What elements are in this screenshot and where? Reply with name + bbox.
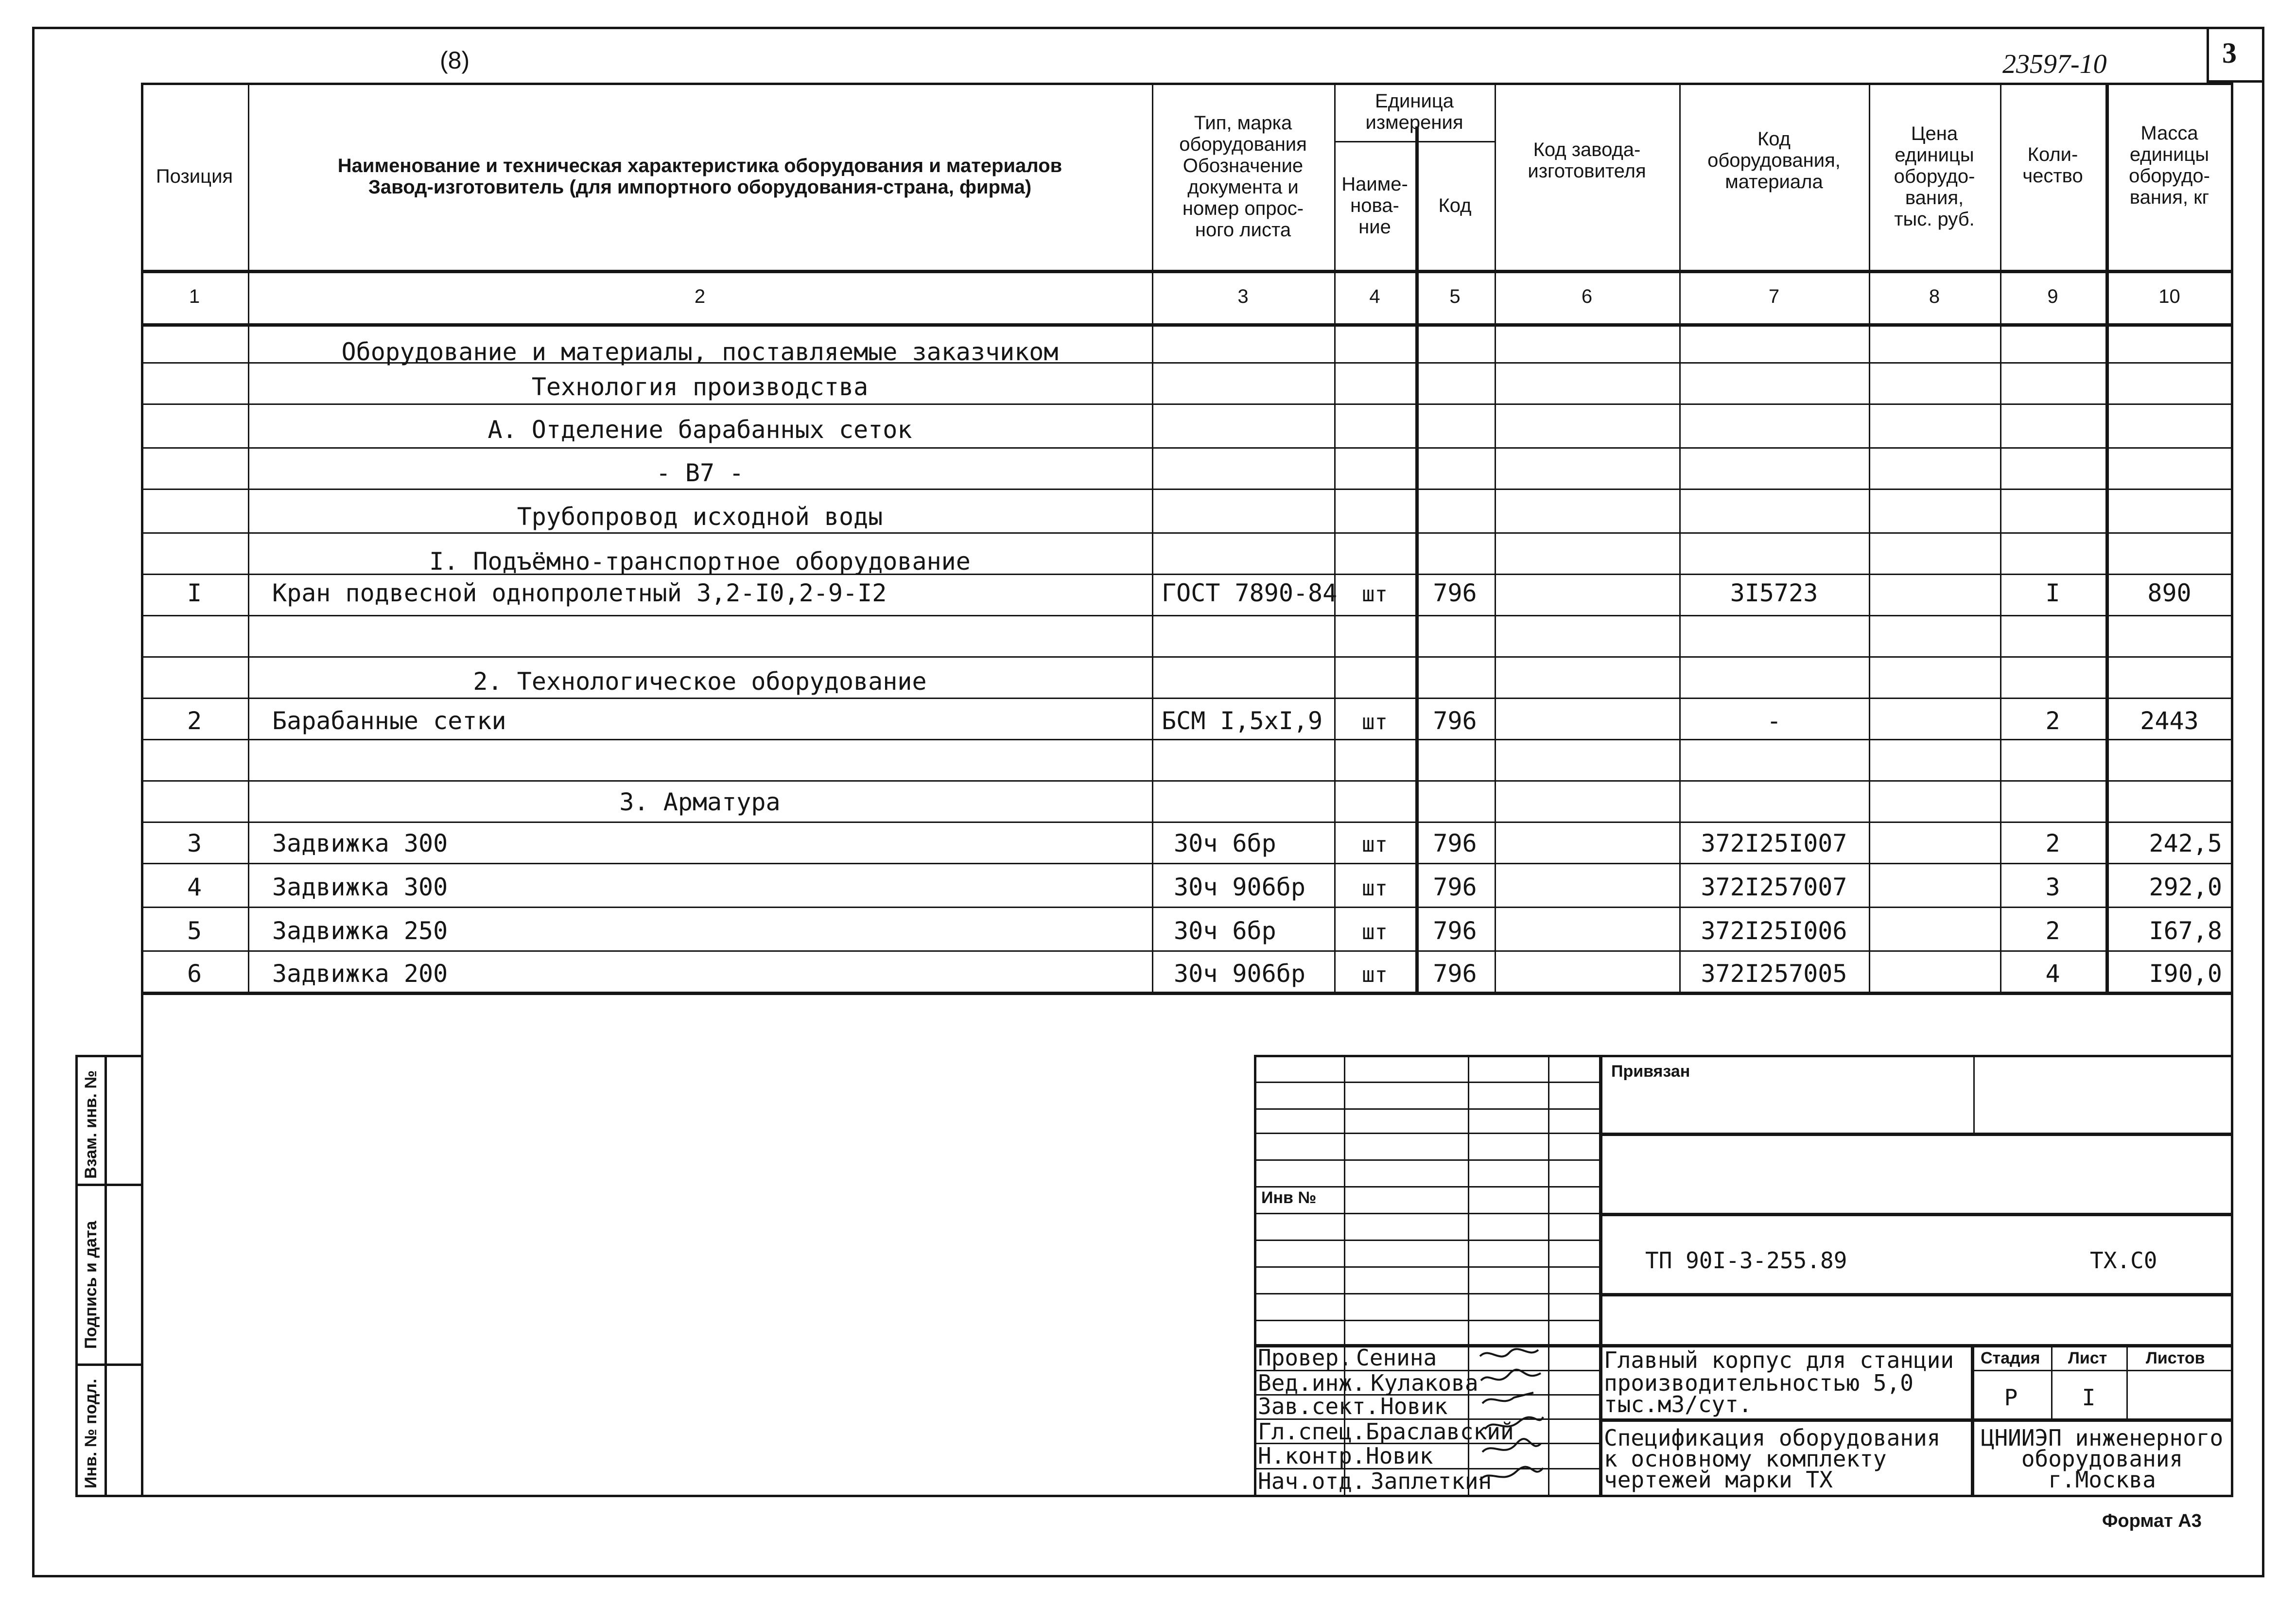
header-quantity: Коли- чество [2022, 144, 2083, 187]
stamp-row [1254, 1266, 1599, 1268]
row-quantity: 3 [2045, 873, 2060, 901]
row-equipment-code: 372I257007 [1701, 873, 1847, 901]
stamp-person: Кулакова [1371, 1370, 1478, 1396]
stamp-person: Сенина [1356, 1345, 1437, 1371]
row-mass: 890 [2147, 579, 2192, 607]
header-price: Цена единицы оборудо- вания, тыс. руб. [1894, 122, 1975, 230]
row-name: Барабанные сетки [272, 707, 506, 735]
row-unit-code: 796 [1433, 707, 1477, 735]
row-mass: 292,0 [2149, 873, 2222, 901]
column-number: 8 [1929, 286, 1940, 307]
row-unit: шт [1362, 876, 1388, 901]
stamp-role: Вед.инж. [1258, 1370, 1366, 1396]
stamp-title-line: тыс.м3/сут. [1604, 1391, 1752, 1417]
stamp-spec-line: Спецификация оборудования [1604, 1425, 1941, 1451]
column-number: 5 [1449, 286, 1461, 307]
stamp-row [1254, 1213, 1599, 1214]
stamp-person: Новик [1380, 1393, 1448, 1419]
stamp-stage-value: Р [2004, 1384, 2018, 1411]
row-type: 30ч 6бр [1174, 829, 1276, 857]
section-title: Технология производства [531, 373, 869, 401]
stamp-row [1254, 1240, 1599, 1241]
column-number: 7 [1768, 286, 1780, 307]
row-unit-code: 796 [1433, 960, 1477, 988]
stamp-stage-line [1971, 1370, 2233, 1371]
stamp-role: Н.контр. [1258, 1443, 1366, 1469]
row-unit: шт [1362, 920, 1388, 944]
row-line [141, 863, 2233, 864]
row-type: 30ч 6бр [1174, 917, 1276, 945]
row-line [141, 489, 2233, 490]
stamp-spec-line: чертежей марки ТХ [1604, 1467, 1833, 1493]
stamp-right-line [1599, 1293, 2233, 1296]
format-label: Формат А3 [2102, 1511, 2202, 1531]
stamp-stage-label: Стадия [1981, 1349, 2040, 1367]
stamp-right-line [1599, 1133, 2233, 1136]
side-label-podpis: Подпись и дата [82, 1221, 100, 1349]
row-line [141, 447, 2233, 449]
stamp-inv-no-label: Инв № [1261, 1189, 1317, 1207]
row-mass: I90,0 [2149, 960, 2222, 988]
header-bottom-line [141, 270, 2233, 273]
stamp-right-line [1599, 1213, 2233, 1216]
header-equipment-code: Код оборудования, материала [1707, 128, 1841, 192]
row-quantity: 2 [2045, 829, 2060, 857]
row-equipment-code: 372I25I007 [1701, 829, 1847, 857]
header-unit-code: Код [1438, 194, 1472, 216]
header-unit-name: Наиме- нова- ние [1341, 173, 1408, 238]
row-line [141, 950, 2233, 952]
stamp-spec-line: к основному комплекту [1604, 1446, 1887, 1472]
row-equipment-code: 3I5723 [1730, 579, 1818, 607]
section-title: Трубопровод исходной воды [517, 503, 883, 531]
section-title: А. Отделение барабанных сеток [487, 416, 912, 444]
section-title: 2. Технологическое оборудование [473, 667, 927, 696]
stamp-title-line: производительностью 5,0 [1604, 1370, 1913, 1396]
row-equipment-code: - [1766, 707, 1782, 735]
row-unit: шт [1362, 962, 1388, 987]
row-name: Задвижка 300 [272, 829, 448, 857]
row-mass: 2443 [2140, 707, 2199, 735]
stamp-org-line: г.Москва [2048, 1467, 2156, 1493]
row-line [141, 698, 2233, 699]
row-mass: 242,5 [2149, 829, 2222, 857]
page-number: 3 [2222, 37, 2237, 69]
header-factory-code: Код завода- изготовителя [1528, 139, 1646, 182]
stamp-role: Гл.спец. [1258, 1418, 1366, 1445]
row-position: 5 [187, 917, 202, 945]
stamp-row [1254, 1186, 1599, 1188]
stamp-row [1254, 1082, 1599, 1083]
row-type: 30ч 906бр [1174, 960, 1305, 988]
row-name: Задвижка 250 [272, 917, 448, 945]
column-number: 4 [1369, 286, 1380, 307]
stamp-row [1254, 1108, 1599, 1110]
column-number: 6 [1581, 286, 1593, 307]
stamp-privyazan-label: Привязан [1611, 1062, 1690, 1081]
section-title: Оборудование и материалы, поставляемые заказчиком [341, 338, 1059, 366]
stamp-role: Зав.сект. [1258, 1393, 1379, 1419]
top-marker: (8) [440, 47, 470, 74]
side-strip-divider [104, 1055, 107, 1497]
stamp-org-line: оборудования [2021, 1446, 2183, 1472]
row-name: Кран подвесной однопролетный 3,2-I0,2-9-I2 [272, 579, 887, 607]
stamp-doc-code: ТП 90I-3-255.89 [1645, 1247, 1847, 1274]
column-number: 9 [2047, 286, 2058, 307]
stamp-sheet-value: I [2082, 1384, 2096, 1411]
row-line [141, 739, 2233, 740]
column-number: 10 [2158, 286, 2180, 307]
stamp-row [1254, 1320, 1599, 1321]
row-name: Задвижка 300 [272, 873, 448, 901]
table-bottom-line [141, 992, 2233, 995]
column-number: 1 [189, 286, 200, 307]
row-unit-code: 796 [1433, 873, 1477, 901]
row-equipment-code: 372I257005 [1701, 960, 1847, 988]
row-position: 4 [187, 873, 202, 901]
row-line [141, 615, 2233, 616]
row-mass: I67,8 [2149, 917, 2222, 945]
row-type: БСМ I,5хI,9 [1162, 707, 1323, 735]
row-line [141, 907, 2233, 908]
section-title: 3. Арматура [619, 788, 781, 816]
section-title: I. Подъёмно-транспортное оборудование [429, 547, 971, 576]
stamp-person: Браславский [1366, 1418, 1514, 1445]
header-unit-group: Единица измерения [1365, 90, 1463, 133]
numbers-bottom-line [141, 323, 2233, 327]
row-line [141, 403, 2233, 405]
row-name: Задвижка 200 [272, 960, 448, 988]
side-label-vzam: Взам. инв. № [82, 1070, 100, 1179]
side-strip-line [75, 1363, 143, 1366]
header-position: Позиция [156, 165, 233, 187]
stamp-privyazan-divider [1973, 1055, 1975, 1133]
stamp-title-line: Главный корпус для станции [1604, 1347, 1954, 1373]
stamp-row [1254, 1293, 1599, 1294]
stamp-role: Провер. [1258, 1345, 1352, 1371]
section-title: - В7 - [656, 459, 744, 487]
side-label-inv: Инв. № подл. [82, 1379, 100, 1488]
row-line [141, 656, 2233, 658]
row-position: I [187, 579, 202, 607]
row-unit: шт [1362, 832, 1388, 857]
row-unit: шт [1362, 710, 1388, 734]
row-line [141, 532, 2233, 534]
signature-mark [1475, 1344, 1548, 1490]
stamp-org-line: ЦНИИЭП инженерного [1981, 1425, 2224, 1451]
doc-number-handwritten: 23597-10 [2002, 49, 2107, 79]
header-name: Наименование и техническая характеристика оборудования и материалов Завод-изготовитель (для импортного оборудования-страна, фирма) [337, 155, 1062, 198]
row-quantity: 2 [2045, 917, 2060, 945]
stamp-col [1548, 1055, 1549, 1497]
row-unit-code: 796 [1433, 917, 1477, 945]
stamp-sheet-label: Лист [2068, 1349, 2107, 1367]
row-quantity: I [2045, 579, 2060, 607]
row-position: 2 [187, 707, 202, 735]
row-type: ГОСТ 7890-84 [1162, 579, 1338, 607]
row-quantity: 4 [2045, 960, 2060, 988]
stamp-col-main [1599, 1055, 1602, 1497]
row-quantity: 2 [2045, 707, 2060, 735]
row-line [141, 821, 2233, 823]
row-unit: шт [1362, 582, 1388, 607]
stamp-person: Заплеткин [1371, 1468, 1492, 1494]
column-number: 3 [1237, 286, 1249, 307]
header-type: Тип, марка оборудования Обозначение документа и номер опрос- ного листа [1179, 112, 1307, 241]
stamp-row [1254, 1159, 1599, 1161]
stamp-sheets-label: Листов [2146, 1349, 2205, 1367]
stamp-row [1254, 1133, 1599, 1134]
header-mass: Масса единицы оборудо- вания, кг [2129, 122, 2210, 208]
stamp-right-line [1599, 1418, 2233, 1422]
column-number: 2 [694, 286, 706, 307]
row-position: 3 [187, 829, 202, 857]
row-unit-code: 796 [1433, 829, 1477, 857]
stamp-role: Нач.отд. [1258, 1468, 1366, 1494]
row-position: 6 [187, 960, 202, 988]
stamp-stage-col [2126, 1344, 2128, 1418]
row-line [141, 780, 2233, 782]
row-unit-code: 796 [1433, 579, 1477, 607]
stamp-mark: ТХ.С0 [2090, 1247, 2157, 1274]
stamp-person: Новик [1366, 1443, 1433, 1469]
side-strip-line [75, 1184, 143, 1186]
row-type: 30ч 906бр [1174, 873, 1305, 901]
row-equipment-code: 372I25I006 [1701, 917, 1847, 945]
